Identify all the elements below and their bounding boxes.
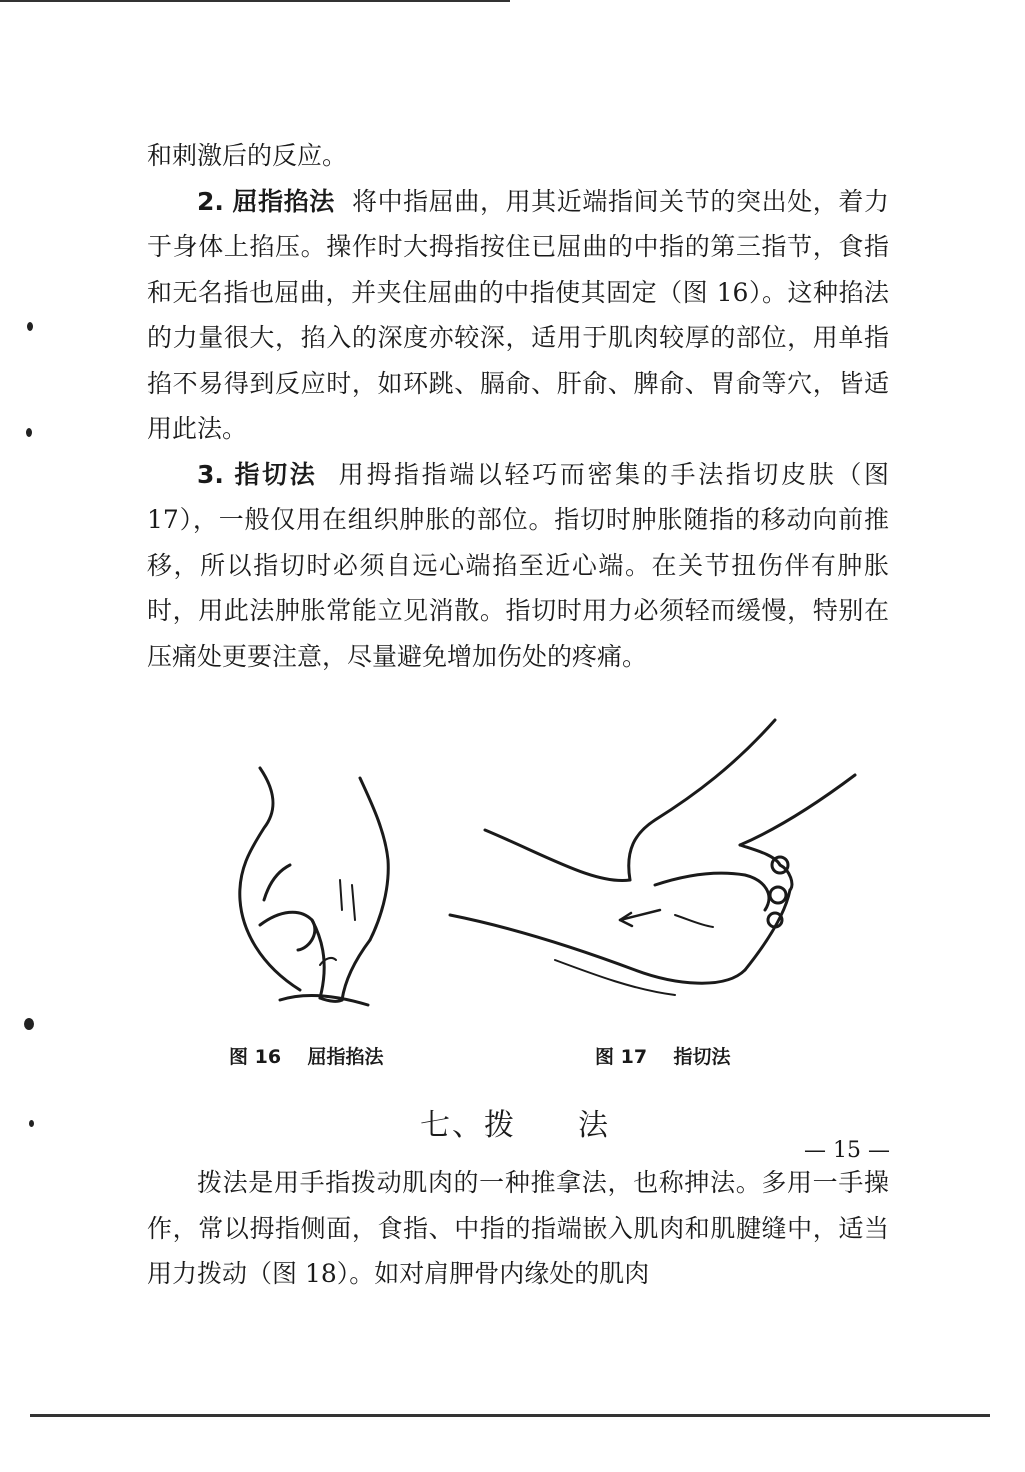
paragraph-2-number: 2. — [197, 186, 224, 216]
section-text — [147, 1160, 889, 1297]
section-title-second-char: 法 — [578, 1108, 610, 1143]
figure-16-label: 图 16 — [229, 1046, 282, 1068]
figure-17-drawing — [445, 715, 865, 1005]
scan-speck — [29, 1120, 34, 1127]
bottom-scan-edge — [30, 1414, 990, 1417]
page-number: — 15 — — [804, 1138, 890, 1163]
section-heading — [420, 1100, 610, 1144]
top-scan-edge — [0, 0, 510, 2]
figure-16-caption — [229, 1042, 384, 1069]
paragraph-2-term: 屈指掐法 — [232, 186, 335, 216]
paragraph-3-body: 用拇指指端以轻巧而密集的手法指切皮肤（图 17），一般仅用在组织肿胀的部位。指切时肿胀随指的移动向前推移，所以指切时必须自远心端掐至近心端。在关节扭伤伴有肿胀时，用此法肿胀常能立见消散。指切时用力必须轻而缓慢，特别在压痛处更要注意，尽量避免增加伤处的疼痛。 — [147, 459, 889, 671]
paragraph-3-term: 指切法 — [234, 459, 318, 489]
scan-speck — [27, 322, 33, 331]
figure-16-drawing — [220, 760, 410, 1020]
figure-17-title: 指切法 — [673, 1046, 731, 1068]
scan-speck — [24, 1018, 34, 1030]
figure-16-title: 屈指掐法 — [307, 1046, 384, 1068]
upper-text — [147, 133, 889, 679]
bent-finger-press-icon — [220, 760, 410, 1020]
scan-speck — [26, 428, 32, 437]
paragraph-3-number: 3. — [197, 459, 224, 489]
paragraph-3 — [147, 452, 889, 680]
intro-line: 和刺激后的反应。 — [147, 141, 348, 170]
figure-17-caption — [595, 1042, 731, 1069]
figure-17-label: 图 17 — [595, 1046, 648, 1068]
paragraph-2-body: 将中指屈曲，用其近端指间关节的突出处，着力于身体上掐压。操作时大拇指按住已屈曲的中指的第三指节，食指和无名指也屈曲，并夹住屈曲的中指使其固定（图 16）。这种掐法的力量很大，掐入的深度亦较深，适用于肌肉较厚的部位，用单指掐不易得到反应时，如环跳、膈俞、肝俞、脾俞、胃俞等穴，皆适用此法。 — [147, 186, 889, 443]
paragraph-2 — [147, 179, 889, 452]
thumb-nail-cut-on-foot-icon — [445, 715, 865, 1005]
section-title-first-char: 拨 — [484, 1108, 516, 1143]
section-paragraph: 拨法是用手指拨动肌肉的一种推拿法，也称抻法。多用一手操作，常以拇指侧面，食指、中指的指端嵌入肌肉和肌腱缝中，适当用力拨动（图 18）。如对肩胛骨内缘处的肌肉 — [147, 1168, 889, 1288]
section-number: 七、 — [420, 1108, 484, 1143]
